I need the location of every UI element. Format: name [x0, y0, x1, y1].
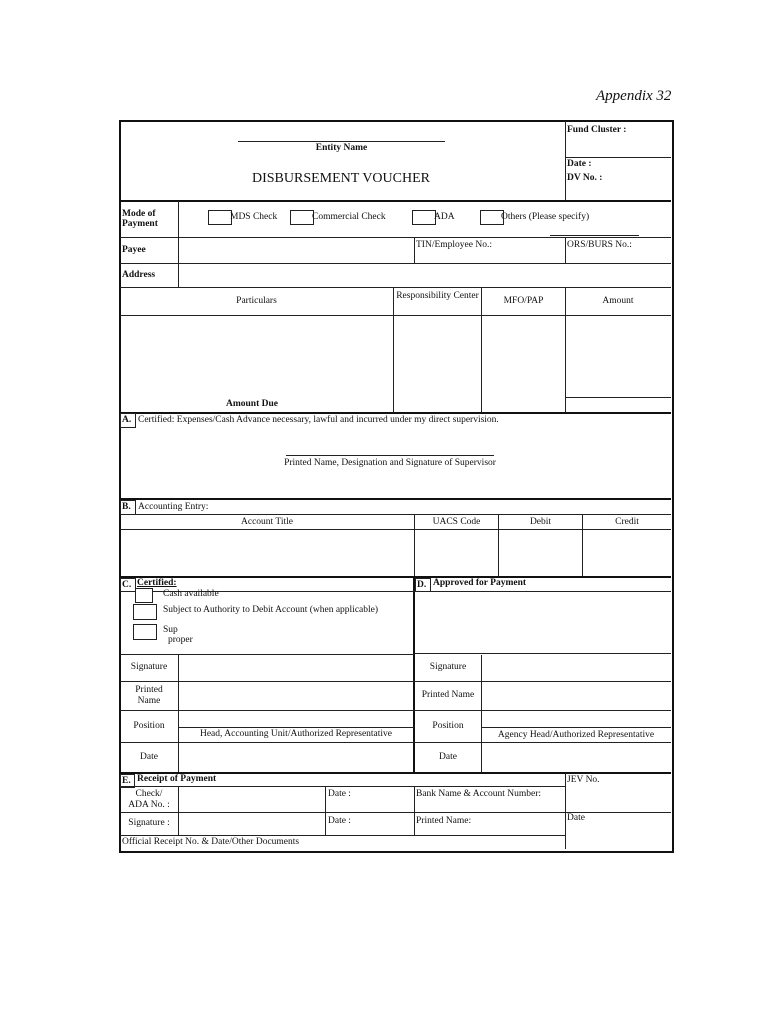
particulars-header: Particulars: [236, 296, 277, 306]
mds-check-checkbox[interactable]: [208, 210, 232, 225]
debit-authority-checkbox[interactable]: [133, 604, 157, 620]
d-position-label: Position: [432, 721, 464, 731]
section-e-letter: E.: [120, 774, 135, 788]
d-printed-name-field[interactable]: [482, 682, 670, 710]
fund-cluster-label: Fund Cluster :: [567, 125, 627, 135]
entity-name-label: Entity Name: [315, 143, 368, 153]
supporting-documents-label: Sup: [163, 625, 178, 635]
mfo-pap-header: MFO/PAP: [503, 296, 544, 306]
credit-header: Credit: [615, 517, 639, 527]
c-signature-label: Signature: [130, 662, 168, 672]
address-field[interactable]: [179, 264, 670, 287]
check-ada-label: Check/ ADA No. :: [128, 789, 170, 810]
others-specify-line[interactable]: [550, 235, 639, 236]
others-label: Others (Please specify): [501, 212, 590, 222]
voucher-title: DISBURSEMENT VOUCHER: [251, 171, 430, 186]
d-printed-name-label: Printed Name: [421, 690, 475, 700]
payee-label: Payee: [122, 245, 146, 255]
supporting-documents-label-2: proper: [168, 635, 193, 645]
amount-due-label: Amount Due: [226, 399, 278, 409]
address-label: Address: [122, 270, 156, 280]
section-a-letter: A.: [120, 413, 136, 428]
c-date-field[interactable]: [179, 743, 413, 772]
d-date-field[interactable]: [482, 743, 670, 772]
c-printed-name-label: Printed Name: [135, 685, 163, 706]
section-c-title: Certified:: [137, 578, 177, 588]
e-date-label-2: Date :: [328, 816, 351, 826]
dv-no-label: DV No. :: [567, 173, 603, 183]
section-d-title: Approved for Payment: [433, 578, 527, 588]
bank-account-label: Bank Name & Account Number:: [416, 789, 542, 799]
ada-checkbox[interactable]: [412, 210, 436, 225]
tin-label: TIN/Employee No.:: [416, 240, 492, 250]
d-position-caption: Agency Head/Authorized Representative: [497, 730, 655, 740]
ors-burs-label: ORS/BURS No.:: [567, 240, 632, 250]
supporting-documents-checkbox[interactable]: [133, 624, 157, 640]
commercial-check-checkbox[interactable]: [290, 210, 314, 225]
c-signature-field[interactable]: [179, 655, 413, 681]
mode-of-payment-label: Mode of Payment: [122, 209, 158, 229]
commercial-check-label: Commercial Check: [312, 212, 386, 222]
debit-authority-label: Subject to Authority to Debit Account (when applicable): [163, 605, 379, 615]
c-printed-name-field[interactable]: [179, 682, 413, 710]
amount-header: Amount: [602, 296, 634, 306]
e-date-label-1: Date :: [328, 789, 351, 799]
d-signature-label: Signature: [429, 662, 467, 672]
section-b-title: Accounting Entry:: [138, 502, 209, 512]
payee-field[interactable]: [179, 238, 414, 263]
date-label: Date :: [567, 159, 592, 169]
e-printed-name-label: Printed Name:: [416, 816, 472, 826]
e-date-label-3: Date: [567, 813, 585, 823]
c-date-label: Date: [140, 752, 158, 762]
uacs-code-header: UACS Code: [432, 517, 481, 527]
account-title-header: Account Title: [241, 517, 293, 527]
section-e-title: Receipt of Payment: [137, 774, 217, 784]
d-signature-field[interactable]: [482, 655, 670, 681]
ada-label: ADA: [434, 212, 455, 222]
c-position-label: Position: [133, 721, 165, 731]
section-b-letter: B.: [120, 500, 136, 515]
check-ada-field[interactable]: [179, 787, 324, 812]
section-a-text: Certified: Expenses/Cash Advance necessary, lawful and incurred under my direct supervision.: [138, 415, 499, 425]
d-date-label: Date: [439, 752, 457, 762]
section-d-letter: D.: [415, 578, 431, 592]
cash-available-checkbox[interactable]: [135, 588, 153, 603]
e-signature-field[interactable]: [179, 813, 324, 834]
cash-available-label: Cash available: [163, 589, 219, 599]
official-receipt-label: Official Receipt No. & Date/Other Documents: [122, 837, 300, 847]
e-signature-label: Signature :: [128, 818, 170, 828]
section-c-letter: C.: [120, 578, 136, 592]
supervisor-caption: Printed Name, Designation and Signature of Supervisor: [284, 458, 496, 468]
c-position-caption: Head, Accounting Unit/Authorized Representative: [199, 729, 393, 739]
jev-no-label: JEV No.: [567, 775, 600, 785]
supervisor-signature-line[interactable]: [286, 455, 494, 456]
responsibility-center-header: Responsibility Center: [396, 291, 479, 301]
debit-header: Debit: [529, 517, 552, 527]
appendix-label: Appendix 32: [596, 88, 672, 104]
mds-check-label: MDS Check: [230, 212, 278, 222]
